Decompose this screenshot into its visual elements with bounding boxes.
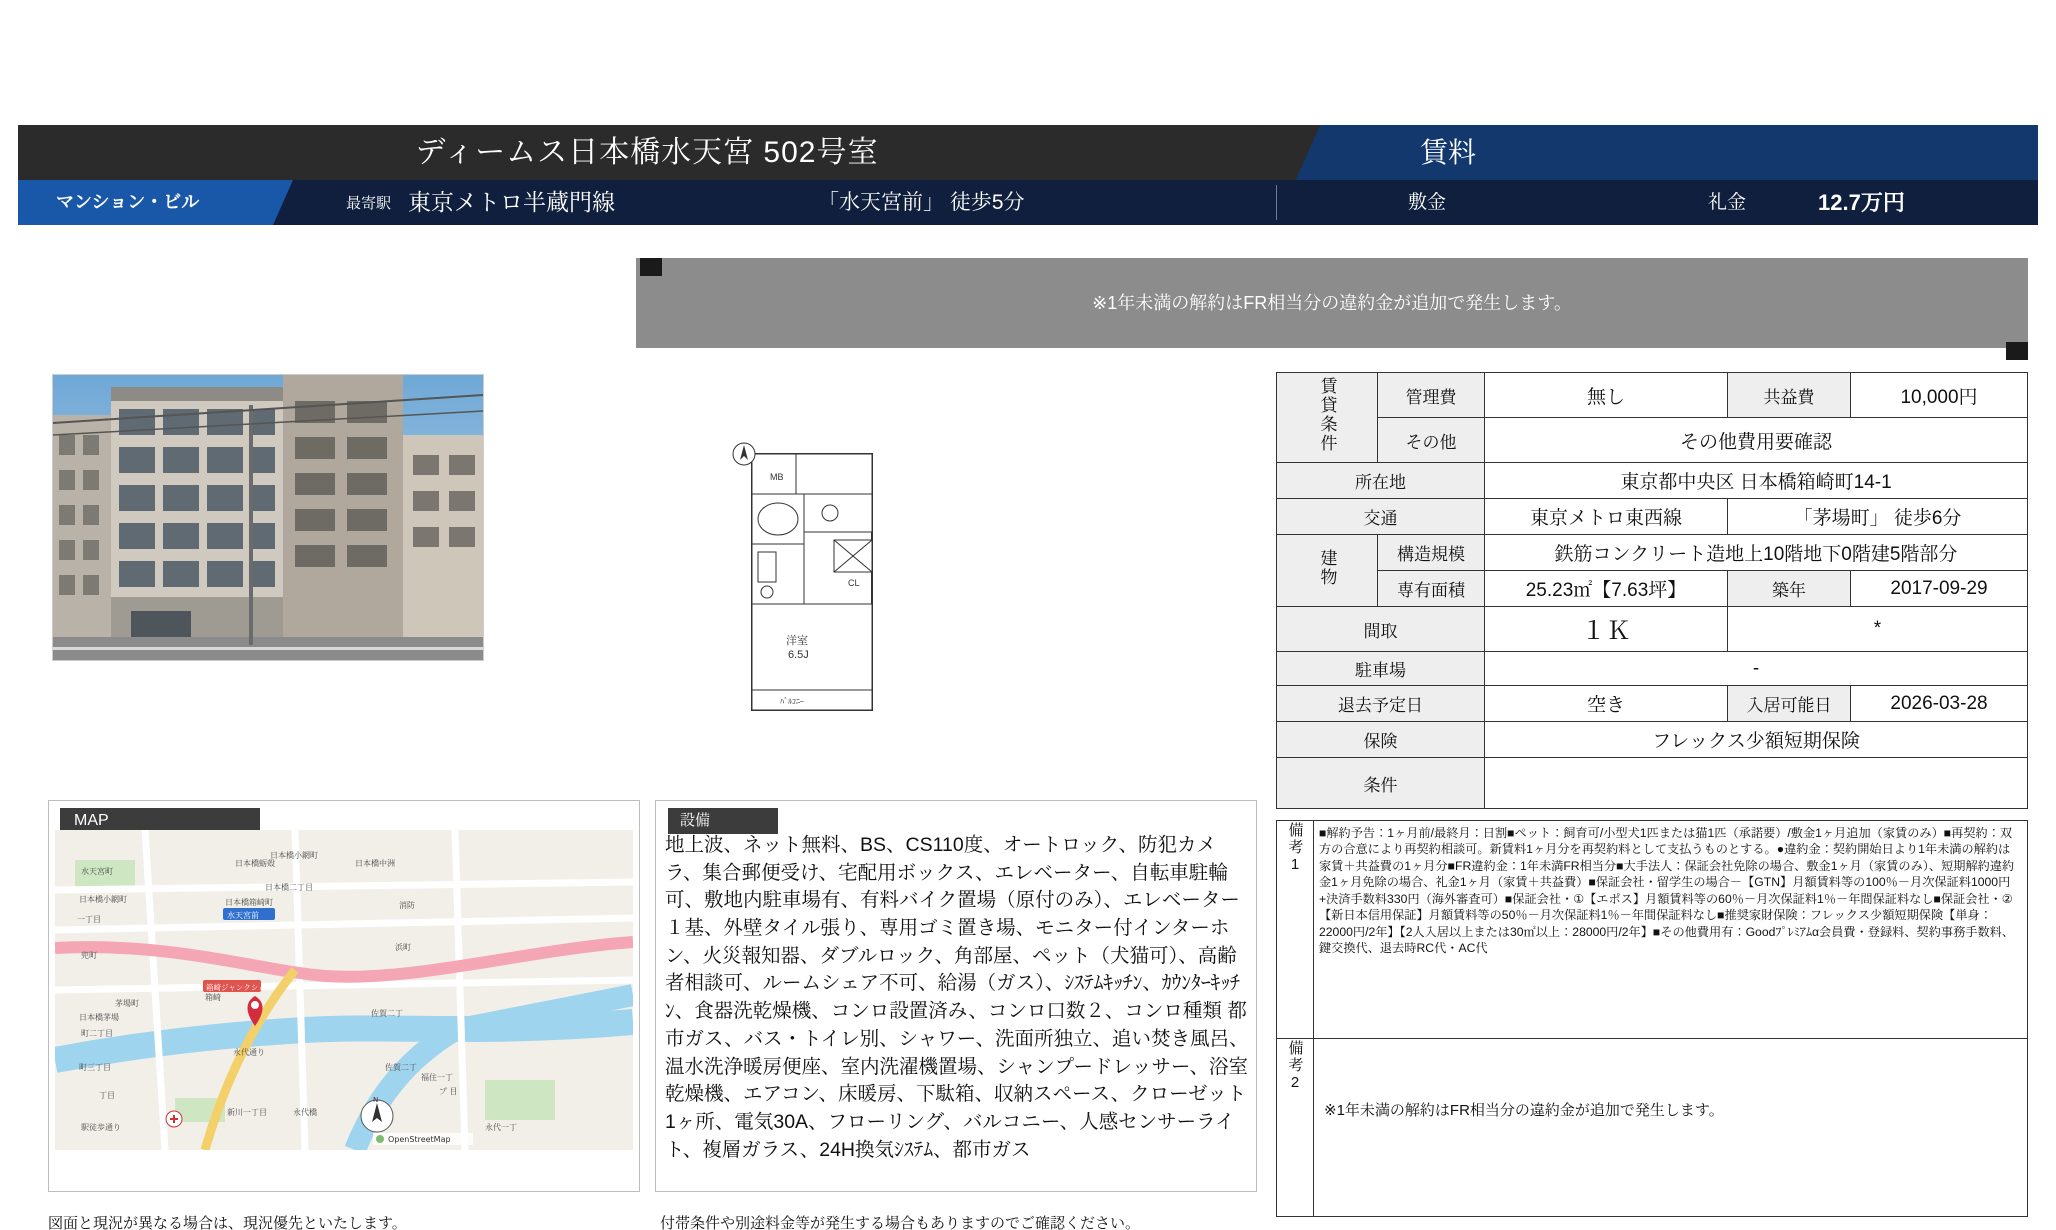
table-row: [1277, 758, 2028, 809]
insurance-value: フレックス少額短期保険: [1485, 722, 2028, 758]
svg-text:箱崎ジャンクション: 箱崎ジャンクション: [206, 983, 274, 992]
rent-label: 賃料: [1420, 137, 1477, 168]
table-row: [1277, 722, 2028, 758]
svg-text:日本橋小網町: 日本橋小網町: [270, 851, 318, 860]
svg-text:一丁目: 一丁目: [77, 915, 101, 924]
equipment-list: 地上波、ネット無料、BS、CS110度、オートロック、防犯カメラ、集合郵便受け、宅配用ボックス、エレベーター、自転車駐輪可、敷地内駐車場有、有料バイク置場（原付のみ）、エレベーター１基、外壁タイル張り、専用ゴミ置き場、モニター付インターホン、火災報知器、ダブルロック、角部屋、ペット（犬猫可）、高齢者相談可、ルームシェア不可、給湯（ガス）、ｼｽﾃﾑｷｯﾁﾝ、ｶｳﾝﾀｰｷｯﾁﾝ、食器洗乾燥機、コンロ設置済み、コンロ口数２、コンロ種類 都市ガス、バス・トイレ別、シャワー、洗面所独立、追い焚き風呂、温水洗浄暖房便座、室内洗濯機置場、シャンプードレッサー、浴室乾燥機、エアコン、床暖房、下駄箱、収納スペース、クローゼット1ヶ所、電気30A、フローリング、バルコニー、人感センサーライト、複層ガラス、24H換気ｼｽﾃﾑ、都市ガス: [665, 834, 1249, 1161]
svg-text:6.5J: 6.5J: [788, 649, 809, 661]
table-row: [1277, 571, 2028, 607]
remarks-2-text: ※1年未満の解約はFR相当分の違約金が追加で発生します。: [1314, 1039, 2028, 1217]
area-value: 25.23㎡【7.63坪】: [1485, 571, 1728, 607]
svg-text:丁目: 丁目: [99, 1091, 115, 1100]
address-value: 東京都中央区 日本橋箱崎町14-1: [1485, 463, 2028, 499]
svg-text:福住一丁: 福住一丁: [421, 1073, 453, 1082]
key-money-value: 12.7万円: [1818, 190, 1905, 215]
building-photo: [52, 374, 484, 661]
kanri-value: 無し: [1485, 373, 1728, 418]
svg-text:永代通り: 永代通り: [233, 1048, 265, 1057]
equipment-disclaimer: 付帯条件や別途料金等が発生する場合もありますのでご確認ください。: [660, 1215, 1141, 1230]
moveout-label: 退去予定日: [1277, 686, 1485, 722]
table-row: [1277, 535, 2028, 571]
layout-label: 間取: [1277, 607, 1485, 652]
svg-text:浜町: 浜町: [395, 943, 411, 952]
terms-label: 条件: [1277, 758, 1485, 809]
table-row: [1277, 652, 2028, 686]
svg-text:消防: 消防: [399, 901, 415, 910]
svg-text:佐賀二丁: 佐賀二丁: [371, 1009, 403, 1018]
access-label: 交通: [1277, 499, 1485, 535]
svg-text:ﾊﾞﾙｺﾆｰ: ﾊﾞﾙｺﾆｰ: [780, 697, 804, 706]
svg-text:水天宮前: 水天宮前: [227, 911, 259, 920]
moveout-value: 空き: [1485, 686, 1728, 722]
cond-group-label: 賃貸条件: [1277, 373, 1378, 463]
svg-text:町三丁目: 町三丁目: [79, 1063, 111, 1072]
sonota-value: その他費用要確認: [1485, 418, 2028, 463]
insurance-label: 保険: [1277, 722, 1485, 758]
equipment-tab-label: 設備: [668, 808, 778, 834]
header-divider: [1276, 185, 1277, 220]
svg-text:MB: MB: [770, 472, 784, 482]
train-line: 東京メトロ半蔵門線: [408, 189, 615, 215]
floor-plan: [730, 440, 860, 720]
remarks-table: [1276, 820, 2028, 1217]
svg-text:水天宮町: 水天宮町: [81, 867, 113, 876]
svg-text:兜町: 兜町: [81, 951, 97, 960]
kyoueki-value: 10,000円: [1851, 373, 2028, 418]
svg-text:茅場町: 茅場町: [115, 999, 139, 1008]
building-group-label: 建物: [1277, 535, 1378, 607]
svg-text:洋室: 洋室: [786, 635, 808, 647]
svg-text:佐賀二丁: 佐賀二丁: [385, 1063, 417, 1072]
svg-text:駅徒歩通り: 駅徒歩通り: [81, 1123, 121, 1132]
access-line: 東京メトロ東西線: [1485, 499, 1728, 535]
svg-text:新川一丁目: 新川一丁目: [227, 1108, 267, 1117]
remarks-2-label: 備考2: [1277, 1039, 1314, 1217]
svg-text:日本橋箱崎町: 日本橋箱崎町: [225, 898, 273, 907]
table-row: [1277, 499, 2028, 535]
svg-text:日本橋蛎殻: 日本橋蛎殻: [235, 859, 275, 868]
svg-text:プ 目: プ 目: [439, 1087, 458, 1096]
nearest-station-label: 最寄駅: [346, 195, 392, 212]
svg-text:箱崎: 箱崎: [205, 993, 221, 1002]
svg-text:永代一丁: 永代一丁: [485, 1123, 517, 1132]
sonota-label: その他: [1378, 418, 1485, 463]
svg-text:日本橋茅場: 日本橋茅場: [79, 1013, 119, 1022]
built-value: 2017-09-29: [1851, 571, 2028, 607]
movein-label: 入居可能日: [1728, 686, 1851, 722]
deposit-label: 敷金: [1408, 192, 1447, 213]
table-row: [1277, 686, 2028, 722]
svg-text:日本橋小網町: 日本橋小網町: [79, 895, 127, 904]
layout-value: １Ｋ: [1485, 607, 1728, 652]
warning-banner-text: ※1年未満の解約はFR相当分の違約金が追加で発生します。: [1092, 293, 1572, 313]
remarks-row-1: [1277, 821, 2028, 1039]
remarks-row-2: [1277, 1039, 2028, 1217]
remarks-1-label: 備考1: [1277, 821, 1314, 1039]
structure-value: 鉄筋コンクリート造地上10階地下0階建5階部分: [1485, 535, 2028, 571]
address-label: 所在地: [1277, 463, 1485, 499]
movein-value: 2026-03-28: [1851, 686, 2028, 722]
layout-extra: *: [1728, 607, 2028, 652]
map-tab-label: MAP: [60, 808, 260, 834]
table-row: [1277, 463, 2028, 499]
access-station: 「茅場町」 徒歩6分: [1728, 499, 2028, 535]
svg-text:日本橋中洲: 日本橋中洲: [355, 859, 395, 868]
svg-text:N: N: [373, 1096, 379, 1104]
svg-text:永代橋: 永代橋: [293, 1108, 317, 1117]
parking-label: 駐車場: [1277, 652, 1485, 686]
page-title: ディームス日本橋水天宮 502号室: [415, 136, 879, 169]
station-walk: 「水天宮前」 徒歩5分: [818, 191, 1025, 214]
kyoueki-label: 共益費: [1728, 373, 1851, 418]
map-image[interactable]: [55, 830, 633, 1150]
structure-label: 構造規模: [1378, 535, 1485, 571]
svg-text:町二丁目: 町二丁目: [81, 1029, 113, 1038]
property-detail-table: [1276, 372, 2028, 809]
kanri-label: 管理費: [1378, 373, 1485, 418]
category-label: マンション・ビル: [56, 192, 200, 212]
table-row: [1277, 418, 2028, 463]
remarks-1-text: ■解約予告：1ヶ月前/最終月：日割■ペット：飼育可/小型犬1匹または猫1匹（承諾要）/敷金1ヶ月追加（家賃のみ）■再契約：双方の合意により再契約相談可。新賃料1ヶ月分を再契約料として支払うものとする。●違約金：契約開始日より1年未満の解約は家賃＋共益費の1ヶ月分■FR違約金：1年未満FR相当分■大手法人：保証会社免除の場合、敷金1ヶ月（家賃のみ）、短期解約違約金1ヶ月免除の場合、礼金1ヶ月（家賃＋共益費）■保証会社・留学生の場合－【GTN】月額賃料等の100％－月次保証料1000円+決済手数料330円（海外審査可）■保証会社・①【エポス】月額賃料等の60％－月次保証料1％－年間保証料なし■保証会社・②【新日本信用保証】月額賃料等の50％－月次保証料1％－年間保証料なし■推奨家財保険：フレックス少額短期保険【単身：22000円/2年】【2人入居以上または30㎡以上：28000円/2年】■その他費用有：Goodﾌﾟﾚﾐｱﾑα会員費・登録料、契約事務手数料、鍵交換代、退去時RC代・AC代: [1314, 821, 2028, 1039]
table-row: [1277, 607, 2028, 652]
svg-text:CL: CL: [848, 578, 860, 588]
svg-text:日本橋二丁目: 日本橋二丁目: [265, 883, 313, 892]
svg-text:OpenStreetMap: OpenStreetMap: [388, 1135, 451, 1144]
built-label: 築年: [1728, 571, 1851, 607]
parking-value: -: [1485, 652, 2028, 686]
table-row: [1277, 373, 2028, 418]
terms-value: [1485, 758, 2028, 809]
map-disclaimer: 図面と現況が異なる場合は、現況優先といたします。: [48, 1215, 407, 1230]
area-label: 専有面積: [1378, 571, 1485, 607]
key-money-label: 礼金: [1708, 192, 1747, 213]
page-header: [18, 125, 2038, 225]
